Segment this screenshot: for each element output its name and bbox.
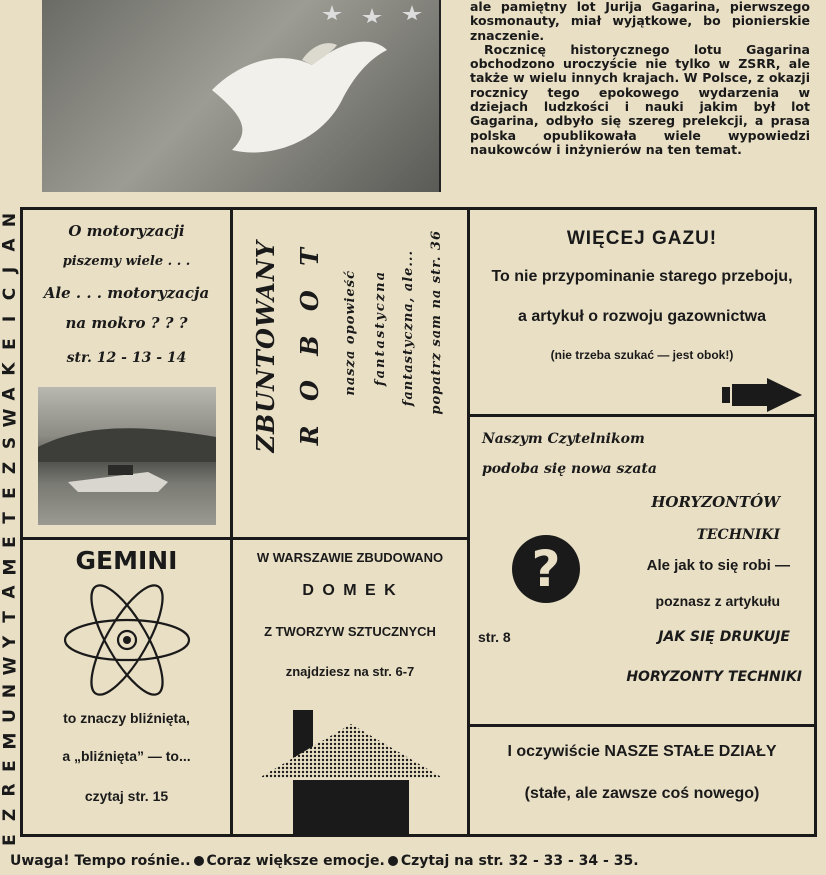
side-letter: M xyxy=(0,558,20,576)
intro-paragraph-2: Rocznicę historycznego lotu Gagarina obchodzono uroczyście nie tylko w ZSRR, ale także w wielu innych krajach. W Polsce, z okazji rocznicy tego epokowego wydarzenia w dziejach ludzkości i nauki jakim był lot Gagarina, odbyło się szereg prelekcji, a prasa polska opublikowała wiele wypowiedzi naukowców i inżynierów na ten temat. xyxy=(470,41,810,157)
side-letter: Z xyxy=(0,808,20,822)
gas-line-2: a artykuł o rozwoju gazownictwa xyxy=(517,308,767,325)
readers-magazine-1: HORYZONTÓW xyxy=(651,493,780,511)
columns-line-2: (stałe, ale zawsze coś nowego) xyxy=(524,785,760,802)
readers-magazine-2: TECHNIKI xyxy=(696,527,780,543)
side-letter: E xyxy=(0,338,20,350)
bullet-icon xyxy=(194,856,204,866)
box-gemini xyxy=(20,537,233,837)
side-letter: E xyxy=(0,834,20,846)
side-letter: T xyxy=(0,610,20,623)
side-letter: S xyxy=(0,437,20,450)
hovercraft-photo xyxy=(38,387,216,525)
columns-line-1: I oczywiście NASZE STAŁE DZIAŁY xyxy=(507,743,777,760)
intro-article xyxy=(470,0,810,157)
robot-line-3: fantastyczna, ale... xyxy=(401,250,416,407)
side-letter: I xyxy=(0,316,20,323)
box-columns xyxy=(467,724,817,837)
readers-article-1: JAK SIĘ DRUKUJE xyxy=(658,629,790,645)
side-letter: E xyxy=(0,536,20,549)
house-icon xyxy=(253,710,449,836)
moto-line-1: O motoryzacji xyxy=(68,222,185,240)
side-letter: U xyxy=(0,709,20,723)
gas-line-3: (nie trzeba szukać — jest obok!) xyxy=(550,348,734,362)
readers-line-3: Ale jak to się robi — xyxy=(646,557,790,574)
side-letter: E xyxy=(0,486,20,499)
house-line-4: znajdziesz na str. 6-7 xyxy=(285,664,415,679)
side-letter: A xyxy=(0,585,20,599)
side-letter: J xyxy=(0,266,20,273)
side-letter: W xyxy=(0,408,20,428)
gemini-line-3: czytaj str. 15 xyxy=(84,788,169,804)
moto-line-4: na mokro ? ? ? xyxy=(65,314,188,332)
side-letter: W xyxy=(0,656,20,676)
side-letter: Y xyxy=(0,635,20,648)
moto-line-3: Ale . . . motoryzacja xyxy=(43,284,210,302)
footer-part-2: Coraz większe emocje. xyxy=(206,853,385,869)
box-motoryzacja xyxy=(20,207,233,540)
robot-line-2: fantastyczna xyxy=(373,270,388,386)
side-letter: N xyxy=(0,212,20,228)
gas-line-1: To nie przypominanie starego przeboju, xyxy=(491,268,793,285)
side-letter: R xyxy=(0,783,20,797)
side-letter: C xyxy=(0,288,20,301)
intro-paragraph-1: ale pamiętny lot Jurija Gagarina, pierwszego kosmonauty, miał wyjątkowe, bo pionierskie znaczenie. xyxy=(470,0,810,43)
box-gas xyxy=(467,207,817,417)
side-vertical-title xyxy=(0,210,20,850)
readers-line-1: Naszym Czytelnikom xyxy=(482,431,645,447)
robot-title-2: R O B O T xyxy=(295,240,324,446)
box-robot xyxy=(230,207,470,540)
side-letter: N xyxy=(0,684,20,699)
footer-teaser xyxy=(10,853,639,869)
dove-illustration xyxy=(192,20,392,170)
house-line-3: Z TWORZYW SZTUCZNYCH xyxy=(264,624,436,639)
house-line-2: D O M E K xyxy=(302,582,398,599)
side-letter: A xyxy=(0,386,20,401)
robot-title-1: ZBUNTOWANY xyxy=(251,240,280,453)
gas-title: WIĘCEJ GAZU! xyxy=(566,228,718,249)
box-house xyxy=(230,537,470,837)
readers-page: str. 8 xyxy=(478,629,511,645)
arrow-right-icon xyxy=(722,378,802,412)
robot-line-4: popatrz sam na str. 36 xyxy=(429,230,444,415)
side-letter: E xyxy=(0,759,20,772)
medals xyxy=(312,0,441,40)
gemini-title: GEMINI xyxy=(75,546,178,575)
side-letter: K xyxy=(0,362,20,376)
gemini-line-2: a „bliźnięta” — to... xyxy=(62,748,191,764)
readers-article-2: HORYZONTY TECHNIKI xyxy=(626,669,802,685)
bullet-icon xyxy=(388,856,398,866)
box-readers xyxy=(467,414,817,727)
question-mark-icon: ? xyxy=(512,535,580,603)
readers-line-4: poznasz z artykułu xyxy=(655,593,780,609)
footer-part-1: Uwaga! Tempo rośnie.. xyxy=(10,853,191,869)
house-line-1: W WARSZAWIE ZBUDOWANO xyxy=(256,550,444,565)
gagarin-photo xyxy=(42,0,441,192)
side-letter: M xyxy=(0,732,20,750)
side-letter: Z xyxy=(0,461,20,475)
moto-line-2: piszemy wiele . . . xyxy=(62,254,191,269)
side-letter: A xyxy=(0,238,20,252)
atom-icon xyxy=(59,580,195,700)
side-letter: T xyxy=(0,511,20,524)
readers-line-2: podoba się nowa szata xyxy=(482,461,657,477)
gemini-line-1: to znaczy bliźnięta, xyxy=(63,710,190,726)
footer-part-3: Czytaj na str. 32 - 33 - 34 - 35. xyxy=(400,853,639,869)
moto-pages: str. 12 - 13 - 14 xyxy=(66,350,187,366)
robot-line-1: nasza opowieść xyxy=(343,270,358,396)
